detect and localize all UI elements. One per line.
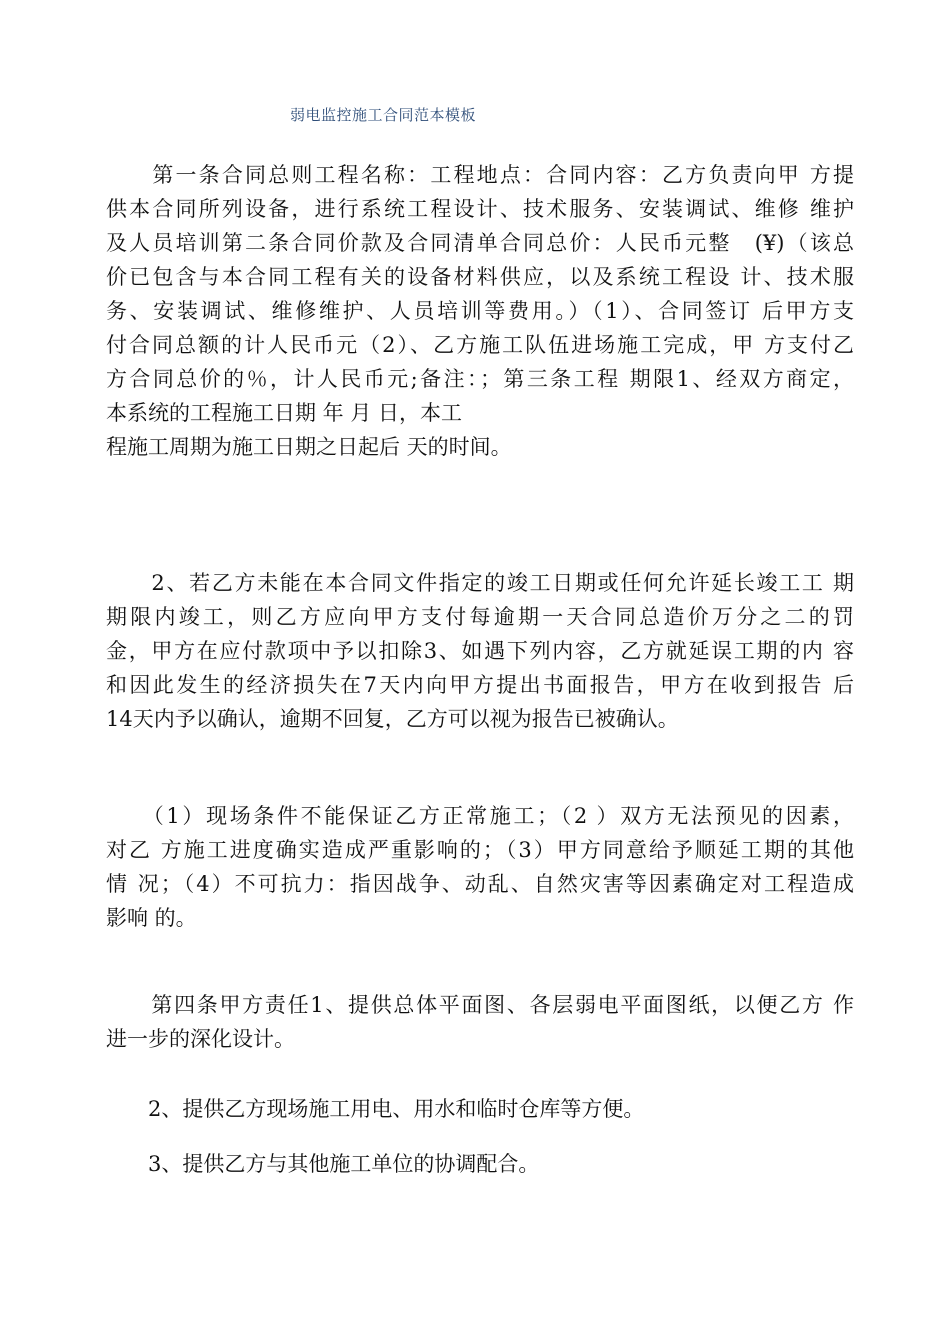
text-line: 期限内竣工，则乙方应向甲方支付每逾期一天合同总造价万分之二的罚 — [106, 605, 854, 629]
text-line: 务、安装调试、维修维护、人员培训等费用。）（1）、合同签订 后甲方支 — [106, 299, 854, 323]
text-line: 本系统的工程施工日期 年 月 日，本工 — [106, 401, 463, 425]
text-line: （1）现场条件不能保证乙方正常施工；（2 ）双方无法预见的因素， — [106, 804, 854, 828]
text-line: 2、提供乙方现场施工用电、用水和临时仓库等方便。 — [106, 1097, 645, 1121]
text-line: 价已包含与本合同工程有关的设备材料供应，以及系统工程设 计、技术服 — [106, 265, 854, 289]
text-line: 2、若乙方未能在本合同文件指定的竣工日期或任何允许延长竣工工 期 — [106, 571, 854, 595]
text-line: 方合同总价的％，计人民币元;备注：；第三条工程 期限1、经双方商定， — [106, 367, 854, 391]
text-line: 和因此发生的经济损失在7天内向甲方提出书面报告，甲方在收到报告 后 — [106, 673, 854, 697]
text-line: 情 况；（4）不可抗力：指因战争、动乱、自然灾害等因素确定对工程造成 — [106, 872, 854, 896]
paragraph-6 — [106, 1147, 854, 1181]
text-line: 及人员培训第二条合同价款及合同清单合同总价：人民币元整 (¥)（该总 — [106, 231, 854, 255]
paragraph-3 — [106, 799, 854, 935]
text-line: 供本合同所列设备，进行系统工程设计、技术服务、安装调试、维修 维护 — [106, 197, 854, 221]
text-line: 付合同总额的计人民币元（2）、乙方施工队伍进场施工完成，甲 方支付乙 — [106, 333, 854, 357]
paragraph-4 — [106, 988, 854, 1056]
text-line: 进一步的深化设计。 — [106, 1027, 295, 1051]
paragraph-1 — [106, 158, 854, 464]
text-line: 金，甲方在应付款项中予以扣除3、如遇下列内容，乙方就延误工期的内 容 — [106, 639, 854, 663]
paragraph-5 — [106, 1092, 854, 1126]
text-line: 对乙 方施工进度确实造成严重影响的；（3）甲方同意给予顺延工期的其他 — [106, 838, 854, 862]
text-line: 影响 的。 — [106, 906, 197, 930]
text-line: 程施工周期为施工日期之日起后 天的时间。 — [106, 435, 512, 459]
text-line: 第四条甲方责任1、提供总体平面图、各层弱电平面图纸，以便乙方 作 — [106, 993, 854, 1017]
paragraph-2 — [106, 566, 854, 736]
document-title: 弱电监控施工合同范本模板 — [290, 106, 477, 124]
text-line: 3、提供乙方与其他施工单位的协调配合。 — [106, 1152, 540, 1176]
text-line: 第一条合同总则工程名称：工程地点：合同内容：乙方负责向甲 方提 — [106, 163, 854, 187]
text-line: 14天内予以确认，逾期不回复，乙方可以视为报告已被确认。 — [106, 707, 679, 731]
